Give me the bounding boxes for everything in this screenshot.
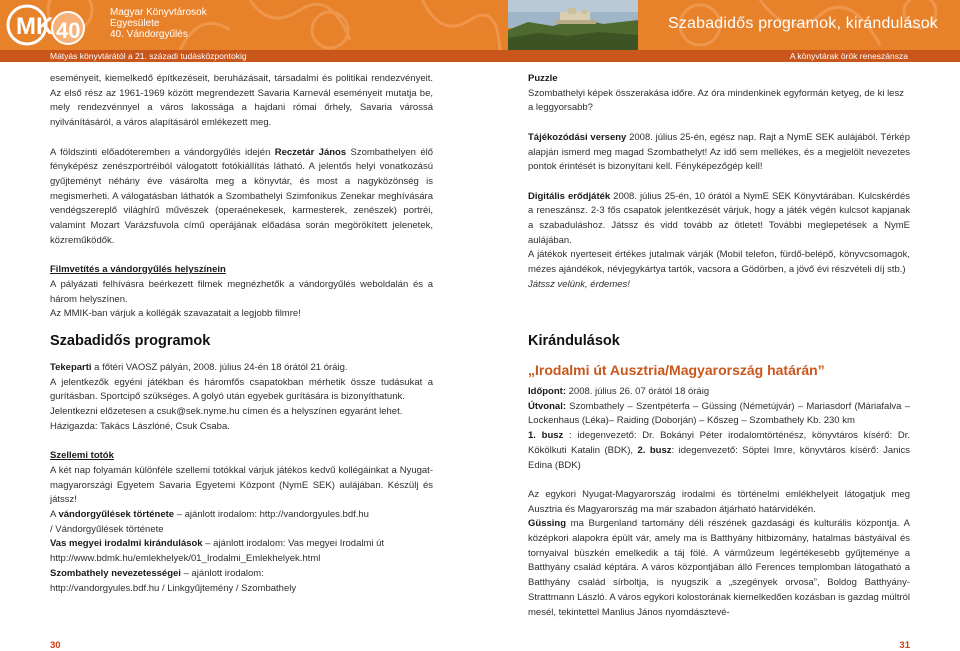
excursion-intro: Az egykori Nyugat-Magyarország irodalmi és történelmi emlékhelyeit látogatjuk meg Ausztria és Magyarország ma már szabadon átjárható határvidékén. [528, 488, 910, 515]
quiz-paragraph: A két nap folyamán különféle szellemi totókkal várjuk játékos kedvű kollégáinkat a Nyugat-magyarországi Egyetem Savaria Egyetemi Központ (NymE SEK) aulájában. Készülj és játssz! [50, 464, 433, 506]
play-with-us: Játssz velünk, érdemes! [528, 278, 630, 290]
prizes-paragraph: A játékok nyerteseit értékes jutalmak várják (Mobil telefon, fürdő-belépő, könyvcsomagok, mézes ajándékok, névjegykártya tartók, vacsora a Gödörben, a jövő évi részvételi díj stb.) [528, 249, 910, 276]
text-fragment: – ajánlott irodalom: [180, 567, 264, 579]
org-line-2: Egyesülete [110, 18, 160, 29]
fortress-game-paragraph [528, 190, 910, 249]
left-column-top [50, 72, 433, 322]
text-fragment: 2008. július 25-én, egész nap. Rajt a NymE SEK aulájából. Térkép alapján ismerd meg magad Szombathelyt! Az idő sem mellékes, és a megjelölt nevezetes pontok érintését is bizonyítani kell. Fényképezőgép kell! [528, 131, 910, 173]
header-slogan-right: A könyvtárak örök reneszánsza [789, 51, 908, 61]
film-heading: Filmvetítés a vándorgyűlés helyszínein [50, 264, 226, 276]
text-fragment: a főtéri VAOSZ pályán, 2008. július 24-én 18 órától 21 óráig. [91, 362, 348, 373]
quiz-topic-excursions: Vas megyei irodalmi kirándulások [50, 538, 203, 550]
bus-1-label: 1. busz [528, 430, 564, 442]
quiz-item-2 [50, 537, 433, 566]
text-fragment: : idegenvezető: Dr. Bokányi Péter irodalomtörténész, könyvtáros kísérő: Dr. Kökölkuti Katalin (BDK), [528, 430, 910, 456]
date-label: Időpont: [528, 386, 566, 397]
text-fragment: Szombathely – Szentpéterfa – Güssing (Németújvár) – Mariasdorf (Máriafalva – Lockenhaus (Léka)– Raiding (Doborján) – Kőszeg – Szombathely Kb. 230 km [528, 400, 910, 427]
quiz-topic-history: vándorgyűlések története [58, 509, 175, 521]
excursion-date [528, 385, 910, 400]
excursion-subtitle: „Irodalmi út Ausztria/Magyarország határán” [528, 362, 825, 378]
puzzle-title: Puzzle [528, 73, 558, 84]
text-fragment: A [50, 509, 59, 521]
text-fragment: Szombathelyen élő fényképész zenészportréiból válogatott fotókiállítás látható. A jelentős helyi vonatkozású gyűjteményt néhány éve vásárolta meg a könyvtár, és most a nagyközönség is megismerheti. A válogatásban láthatók a Szombathelyi Szimfonikus Zenekar meghívására vendégszereplő világhírű művészek (operaénekesek, karmesterek, zenészek) portréi, valamint Mozart Varázsfuvola című operájának előadása során megörökített jelenetek, közreműködők. [50, 146, 433, 246]
page-number-right: 31 [899, 640, 910, 651]
text-fragment: : idegenvezető: Söptei Imre, könyvtáros kísérő: Janics Edina (BDK) [528, 444, 911, 471]
orienteering-title: Tájékozódási verseny [528, 131, 627, 143]
right-column-bottom [528, 361, 910, 620]
film-paragraph: A pályázati felhívásra beérkezett filmek megnézhetők a vándorgyűlés weboldalán és a három helyszínen. [50, 278, 433, 305]
film-vote-paragraph: Az MMIK-ban várjuk a kollégák szavazatait a legjobb filmre! [50, 308, 301, 320]
text-fragment: 2008. július 26. 07 órától 18 óráig [565, 386, 710, 397]
bowling-details: A jelentkezők egyéni játékban és háromfős csapatokban mérhetik össze tudásukat a gurításban. Sportcipő szükséges. A golyó után egyebek gurítására is bizonyíthatunk. [50, 376, 433, 403]
text-fragment: ma Burgenland tartomány déli részének gazdasági és kulturális központja. A középkori alapokra épült vár, amely ma is Batthyány hitbizomány, hatalmas bástyáival és tornyaival büszkén emelkedik a táj fölé. A várműzeum legértékesebb gyűjteménye a Batthyány család képtára. A város központjában álló Ferences templomban látogatható a Batthyány család sírboltja, is nyugszik a „szegények orvosa”, Boldog Batthyány-Strattmann László. A város egykori kolostorának kiemelkedően kozásban is gazdag múltról mesél, tekintettel Manlius János nyomdásztevé- [528, 518, 910, 618]
quiz-title: Szellemi totók [50, 450, 114, 462]
text-fragment: – ajánlott irodalom: http://vandorgyules.bdf.hu [174, 509, 369, 521]
text-fragment: A földszinti előadóteremben a vándorgyűlés idején [50, 146, 275, 158]
gussing-paragraph [528, 517, 910, 620]
paragraph-exhibition-intro: eseményeit, kiemelkedő építkezéseit, beruházásait, társadalmi és politikai rendezvényeit. Az első rész az 1961-1969 között megrendezett Savaria Karnevál eseményeit mutatja be, mely rendezvénnyel a város lakossága a hajdani római őrhely, Savaria várossá nyilvánításáról, a város alapításáról emlékezett meg. [50, 73, 433, 129]
text-fragment: 2008. július 25-én, 10 órától a NymE SEK Könyvtárában. Kulcskérdés a reneszánsz. 2-3 fős csapatok jelentkezését várjuk, hogy a játék végén kulcsot kapjanak a szabaduláshoz. Játssz és vidd tovább az ötletet! További meglepetések a NymE aulájában. [528, 190, 910, 246]
logo-text: MK [16, 13, 54, 40]
puzzle-text: Szombathelyi képek összerakása időre. Az óra mindenkinek egyformán ketyeg, de ki lesz a leggyorsabb? [528, 87, 904, 114]
svg-text:40: 40 [56, 18, 81, 43]
organization-name [110, 7, 207, 40]
org-line-1: Magyar Könyvtárosok [110, 7, 207, 18]
mk40-logo [6, 4, 106, 46]
excursion-route [528, 400, 910, 429]
quiz-item-1-line2: / Vándorgyűlések története [50, 523, 164, 535]
left-column-bottom [50, 361, 433, 596]
excursion-buses [528, 429, 910, 473]
fortress-game-title: Digitális erődjáték [528, 190, 611, 202]
route-label: Útvonal: [528, 400, 566, 412]
gussing-name: Güssing [528, 518, 567, 530]
org-line-3: 40. Vándorgyűlés [110, 29, 188, 40]
header-slogan-left: Mátyás könyvtárától a 21. századi tudásközpontokig [50, 51, 247, 61]
orienteering-paragraph [528, 131, 910, 175]
quiz-topic-sights: Szombathely nevezetességei [50, 567, 181, 579]
page-number-left: 30 [50, 640, 61, 651]
bowling-title: Tekeparti [50, 362, 92, 373]
bowling-paragraph [50, 361, 433, 376]
photographer-name: Reczetár János [274, 146, 347, 158]
text-fragment: – ajánlott irodalom: Vas megyei Irodalmi út http://www.bdmk.hu/emlekhelyek/01_Irodalmi_Emlekhelyek.html [50, 538, 385, 565]
section-title-excursions: Kirándulások [528, 333, 620, 349]
bowling-registration: Jelentkezni előzetesen a csuk@sek.nyme.hu címen és a helyszínen egyaránt lehet. [50, 406, 403, 418]
quiz-item-3 [50, 567, 433, 582]
bowling-hosts: Házigazda: Takács Lászlóné, Csuk Csaba. [50, 420, 230, 432]
page-title: Szabadidős programok, kirándulások [667, 15, 938, 32]
bus-2-label: 2. busz [637, 444, 672, 456]
quiz-item-1 [50, 508, 433, 523]
right-column-top [528, 72, 910, 293]
quiz-item-3-line2: http://vandorgyules.bdf.hu / Linkgyűjtemény / Szombathely [50, 582, 297, 594]
castle-photo [508, 0, 638, 50]
section-title-leisure: Szabadidős programok [50, 333, 211, 349]
page-header [0, 0, 960, 62]
paragraph-photo-exhibition [50, 146, 433, 249]
